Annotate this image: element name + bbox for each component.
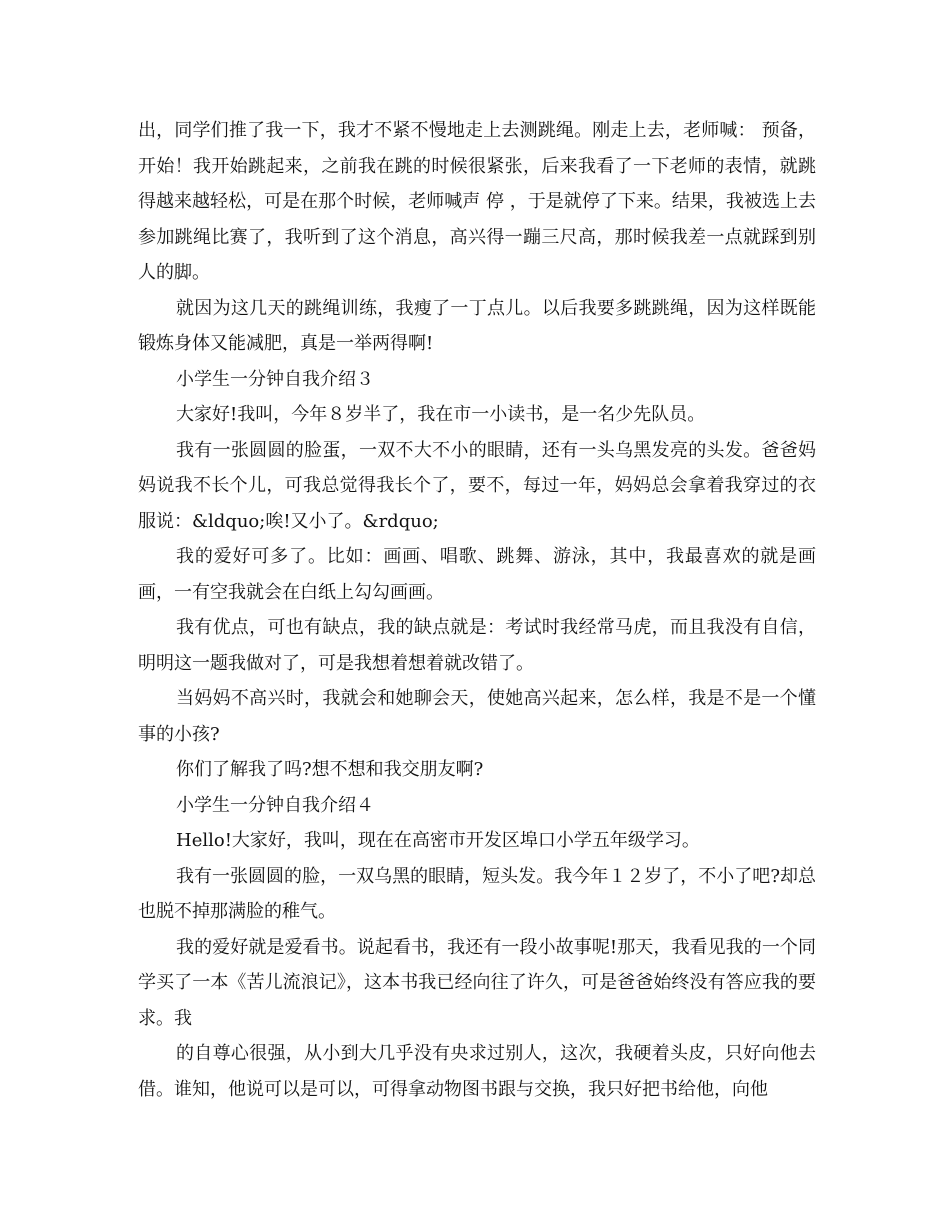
paragraph: 当妈妈不高兴时，我就会和她聊会天，使她高兴起来，怎么样，我是不是一个懂事的小孩? [138,688,816,745]
section-heading: 小学生一分钟自我介绍４ [176,794,374,816]
paragraph: Hello!大家好，我叫，现在在高密市开发区埠口小学五年级学习。 [176,830,700,851]
section-heading: 小学生一分钟自我介绍３ [176,368,374,390]
paragraph: 我有一张圆圆的脸，一双乌黑的眼睛，短头发。我今年１２岁了，不小了吧?却总也脱不掉那满脸的稚气。 [138,865,816,922]
paragraph: 大家好!我叫，今年８岁半了，我在市一小读书，是一名少先队员。 [176,404,706,425]
paragraph: 我的爱好可多了。比如：画画、唱歌、跳舞、游泳，其中，我最喜欢的就是画画，一有空我就会在白纸上勾勾画画。 [138,546,816,603]
document-body [138,113,816,1107]
paragraph: 的自尊心很强，从小到大几乎没有央求过别人，这次，我硬着头皮，只好向他去借。谁知，他说可以是可以，可得拿动物图书跟与交换，我只好把书给他，向他 [138,1043,816,1100]
paragraph: 你们了解我了吗?想不想和我交朋友啊? [176,759,484,780]
paragraph: 我有一张圆圆的脸蛋，一双不大不小的眼睛，还有一头乌黑发亮的头发。爸爸妈妈说我不长个儿，可我总觉得我长个了，要不，每过一年，妈妈总会拿着我穿过的衣服说：&ldquo;唉!又小了。&rdquo; [138,439,816,532]
paragraph: 我的爱好就是爱看书。说起看书，我还有一段小故事呢!那天，我看见我的一个同学买了一本《苦儿流浪记》，这本书我已经向往了许久，可是爸爸始终没有答应我的要求。我 [138,936,816,1029]
paragraph-continued: 出，同学们推了我一下，我才不紧不慢地走上去测跳绳。刚走上去，老师喊： 预备，开始！我开始跳起来，之前我在跳的时候很紧张，后来我看了一下老师的表情，就跳得越来越轻松，可是在那个时候，老师喊声 停 ，于是就停了下来。结果，我被选上去参加跳绳比赛了，我听到了这个消息，高兴得一蹦三尺高，那时候我差一点就踩到别人的脚。 [138,120,816,283]
paragraph: 我有优点，可也有缺点，我的缺点就是：考试时我经常马虎，而且我没有自信，明明这一题我做对了，可是我想着想着就改错了。 [138,617,816,674]
paragraph: 就因为这几天的跳绳训练，我瘦了一丁点儿。以后我要多跳跳绳，因为这样既能锻炼身体又能减肥，真是一举两得啊! [138,297,816,354]
